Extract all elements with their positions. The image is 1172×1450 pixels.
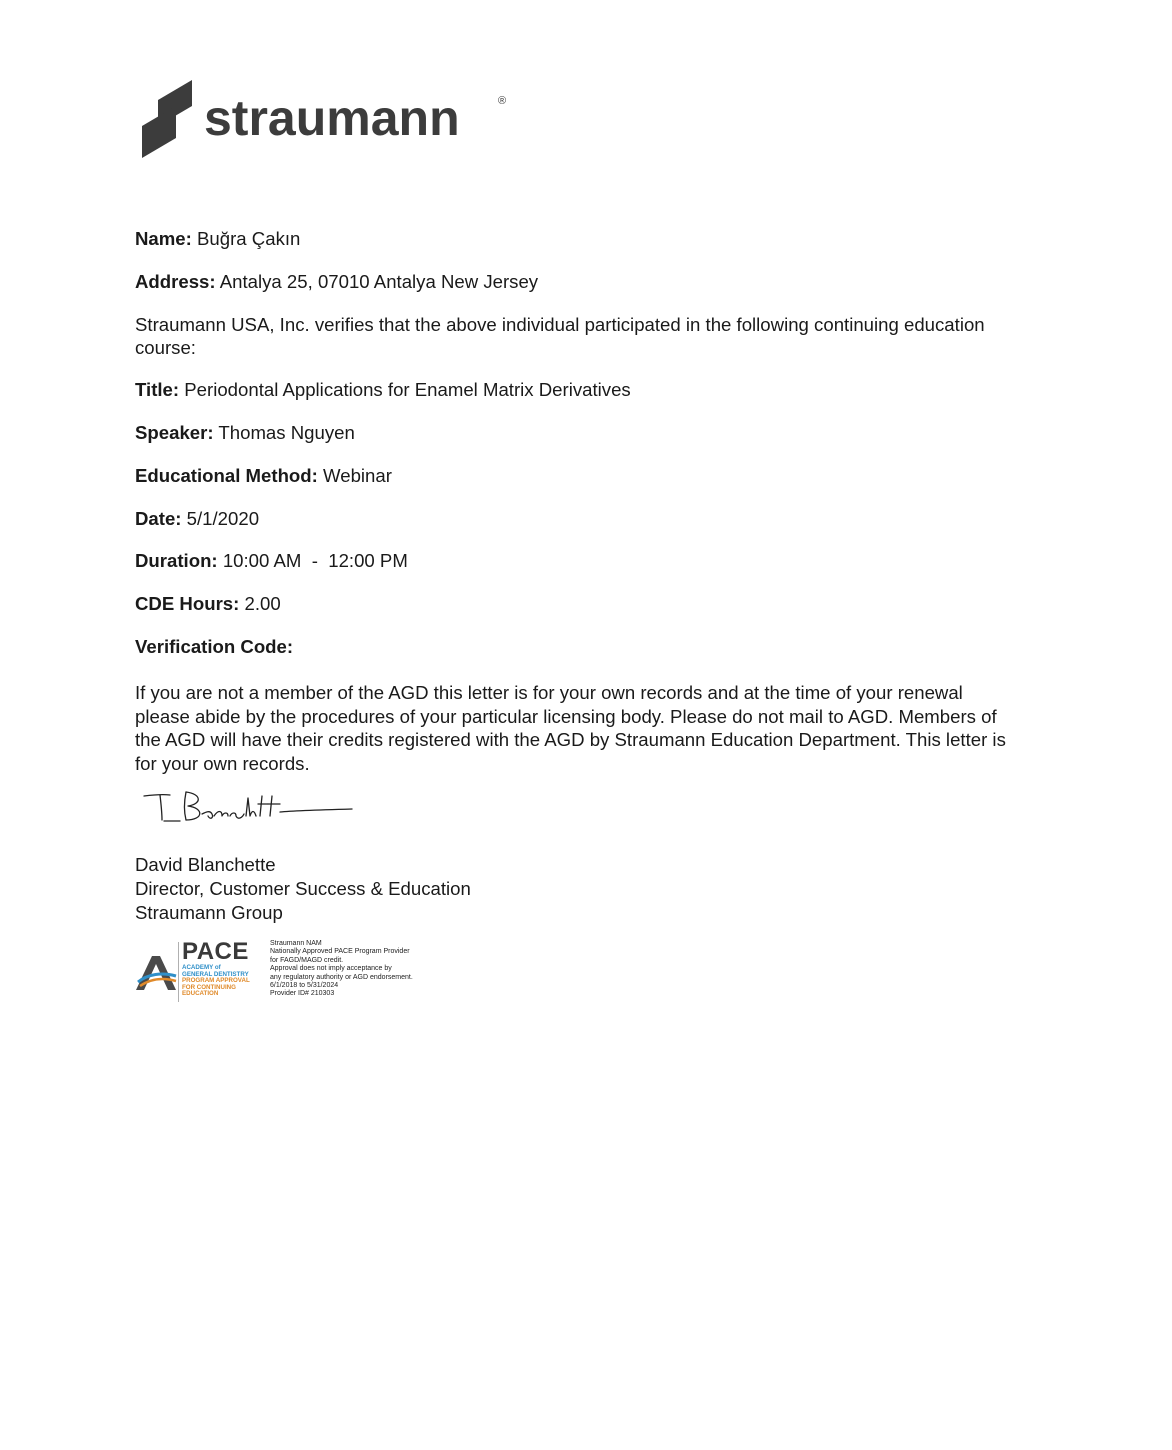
pace-sub-line: GENERAL DENTISTRY [182,970,249,978]
pace-text-line: any regulatory authority or AGD endorsement. [270,973,413,981]
pace-text-line: 6/1/2018 to 5/31/2024 [270,981,339,989]
pace-logo-icon [134,952,178,992]
pace-text-line: Nationally Approved PACE Program Provider [270,948,410,956]
pace-provider-text [270,940,413,999]
signer-organization: Straumann Group [135,901,283,923]
address-label: Address: [135,270,216,292]
pace-sub-line: PROGRAM APPROVAL [182,977,250,984]
pace-sub-line: EDUCATION [182,990,219,997]
verification-label: Verification Code: [135,635,294,657]
speaker-value: Thomas Nguyen [218,421,355,443]
pace-text-line: Provider ID# 210303 [270,990,335,998]
method-row [135,464,1015,488]
speaker-row [135,421,1015,445]
registered-mark: ® [498,95,507,107]
pace-sub-line: ACADEMY of [182,964,221,971]
pace-text-line: Approval does not imply acceptance by [270,965,392,973]
cde-hours-value: 2.00 [244,593,281,615]
intro-paragraph: Straumann USA, Inc. verifies that the above individual participated in the following continuing education course: [135,313,985,359]
title-row [135,378,1015,402]
agd-notice: If you are not a member of the AGD this letter is for your own records and at the time of your renewal please abide by the procedures of your particular licensing body. Please do not mail to AGD. Members of the AGD will have their credits registered with the AGD by Straumann Education Department. This letter is for your own records. [135,681,1006,775]
cde-hours-row [135,592,1015,616]
address-value: Antalya 25, 07010 Antalya New Jersey [219,270,539,292]
address-row [135,270,1015,294]
signer-name: David Blanchette [135,854,276,875]
speaker-label: Speaker: [135,421,214,443]
title-value: Periodontal Applications for Enamel Matrix Derivatives [184,379,631,401]
pace-sub-line: FOR CONTINUING [182,983,236,991]
duration-row [135,549,1015,573]
logo-wordmark: straumann [204,90,460,146]
date-row [135,507,1015,531]
cde-hours-label: CDE Hours: [135,593,240,615]
method-value: Webinar [323,464,392,486]
duration-value: 10:00 AM - 12:00 PM [222,550,408,572]
title-label: Title: [135,379,180,401]
pace-text-line: Straumann NAM [270,940,322,947]
name-value: Buğra Çakın [197,228,301,249]
pace-divider [178,942,179,1002]
pace-subtitle [182,965,250,998]
name-label: Name: [135,228,192,249]
verification-row [135,635,1015,659]
straumann-logo [140,78,520,160]
date-label: Date: [135,507,182,529]
date-value: 5/1/2020 [186,507,260,529]
name-row [135,227,1015,251]
duration-label: Duration: [135,550,218,572]
method-label: Educational Method: [135,464,318,486]
pace-text-line: for FAGD/MAGD credit. [270,956,344,964]
straumann-mark-icon [142,80,192,158]
pace-wordmark: PACE [182,938,249,965]
signature-image [140,786,360,832]
signer-role: Director, Customer Success & Education [135,877,471,899]
certificate-body [135,227,1015,776]
signer-block [135,853,471,924]
pace-approval-badge [134,938,434,1008]
